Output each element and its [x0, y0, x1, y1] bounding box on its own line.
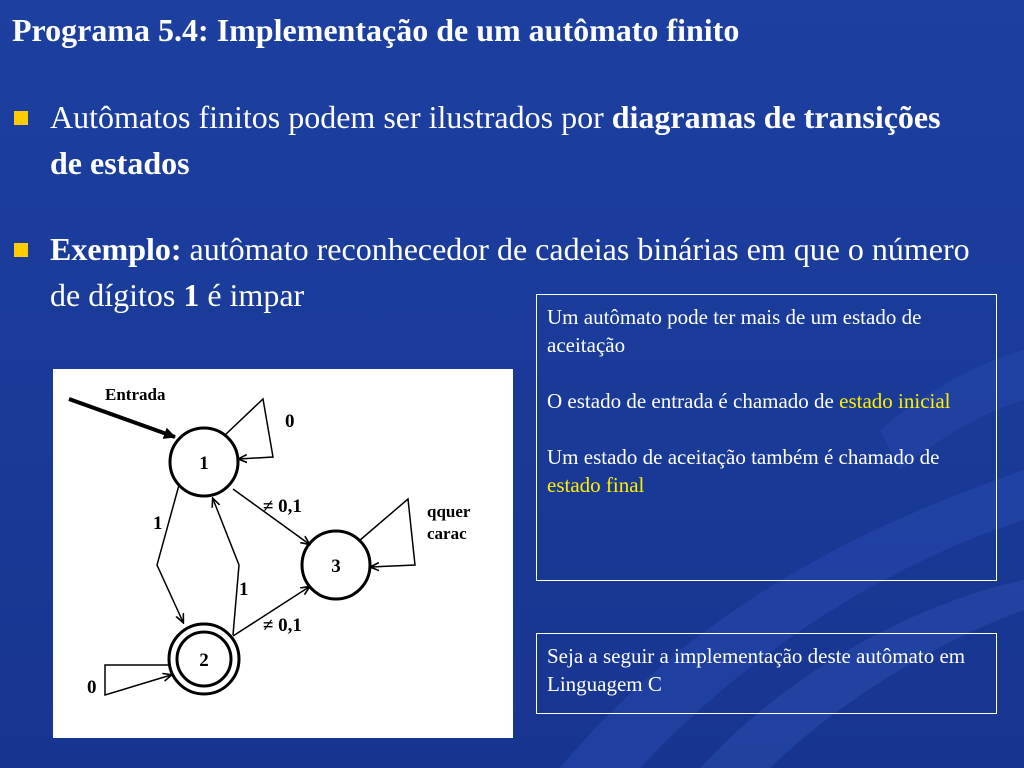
transition-2-3-label: ≠ 0,1 [263, 615, 302, 636]
transition-2-1 [213, 499, 239, 635]
transition-2-2-label: 0 [87, 677, 97, 698]
automaton-diagram [53, 369, 513, 738]
bullet-text: Autômatos finitos podem ser ilustrados por diagramas de transições de estados [50, 99, 941, 181]
bullet-square-icon [14, 243, 28, 257]
note-box [536, 294, 997, 581]
note-line-2: O estado de entrada é chamado de estado inicial [547, 389, 951, 413]
bullet-item [14, 94, 974, 194]
state-3-label: 3 [331, 556, 341, 577]
transition-2-2 [105, 665, 171, 695]
transition-3-3-label-line1: qquer [427, 502, 471, 521]
transition-2-1-label: 1 [239, 579, 249, 600]
slide-title: Programa 5.4: Implementação de um autômato finito [12, 12, 740, 48]
note-line-3: Um estado de aceitação também é chamado de estado final [547, 445, 940, 497]
note-line-1: Um autômato pode ter mais de um estado de aceitação [547, 305, 922, 357]
bullet-text: Exemplo: autômato reconhecedor de cadeias binárias em que o número de dígitos 1 é impar [50, 231, 970, 313]
transition-1-3-label: ≠ 0,1 [263, 496, 302, 517]
transition-3-3-label-line2: carac [427, 524, 467, 543]
state-2-label: 2 [199, 650, 209, 671]
entry-arrow [69, 399, 175, 437]
transition-1-2-label: 1 [153, 513, 163, 534]
next-step-box [536, 633, 997, 714]
transition-1-2 [157, 485, 183, 622]
bullet-square-icon [14, 111, 28, 125]
entry-label: Entrada [105, 385, 166, 404]
next-step-text: Seja a seguir a implementação deste autômato em Linguagem C [547, 644, 966, 696]
transition-1-1-label: 0 [285, 411, 295, 432]
state-1-label: 1 [199, 453, 209, 474]
